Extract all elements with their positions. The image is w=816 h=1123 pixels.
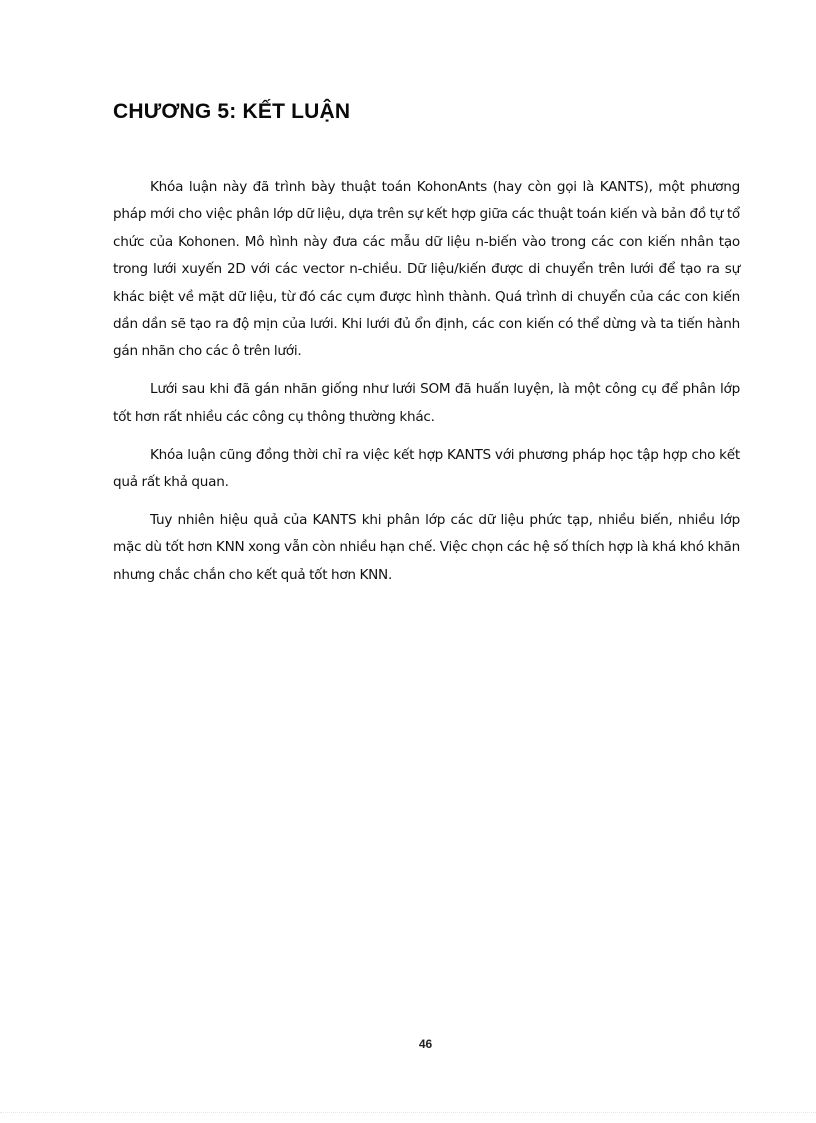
page-bottom-divider xyxy=(0,1112,816,1113)
chapter-title: CHƯƠNG 5: KẾT LUẬN xyxy=(113,100,351,123)
chapter-body xyxy=(113,174,740,600)
paragraph-3: Khóa luận cũng đồng thời chỉ ra việc kết hợp KANTS với phương pháp học tập hợp cho kết quả rất khả quan. xyxy=(113,446,740,491)
page-number: 46 xyxy=(418,1037,433,1051)
paragraph-1: Khóa luận này đã trình bày thuật toán KohonAnts (hay còn gọi là KANTS), một phương pháp mới cho việc phân lớp dữ liệu, dựa trên sự kết hợp giữa các thuật toán kiến và bản đồ tự tổ chức của Kohonen. Mô hình này đưa các mẫu dữ liệu n-biến vào trong các con kiến nhân tạo trong lưới xuyến 2D với các vector n-chiều. Dữ liệu/kiến được di chuyển trên lưới để tạo ra sự khác biệt về mặt dữ liệu, từ đó các cụm được hình thành. Quá trình di chuyển của các con kiến dần dần sẽ tạo ra độ mịn của lưới. Khi lưới đủ ổn định, các con kiến có thể dừng và ta tiến hành gán nhãn cho các ô trên lưới. xyxy=(113,179,740,360)
paragraph-2: Lưới sau khi đã gán nhãn giống như lưới SOM đã huấn luyện, là một công cụ để phân lớp tốt hơn rất nhiều các công cụ thông thường khác. xyxy=(113,381,740,425)
paragraph-4: Tuy nhiên hiệu quả của KANTS khi phân lớp các dữ liệu phức tạp, nhiều biến, nhiều lớp mặc dù tốt hơn KNN xong vẫn còn nhiều hạn chế. Việc chọn các hệ số thích hợp là khá khó khăn nhưng chắc chắn cho kết quả tốt hơn KNN. xyxy=(113,511,740,583)
